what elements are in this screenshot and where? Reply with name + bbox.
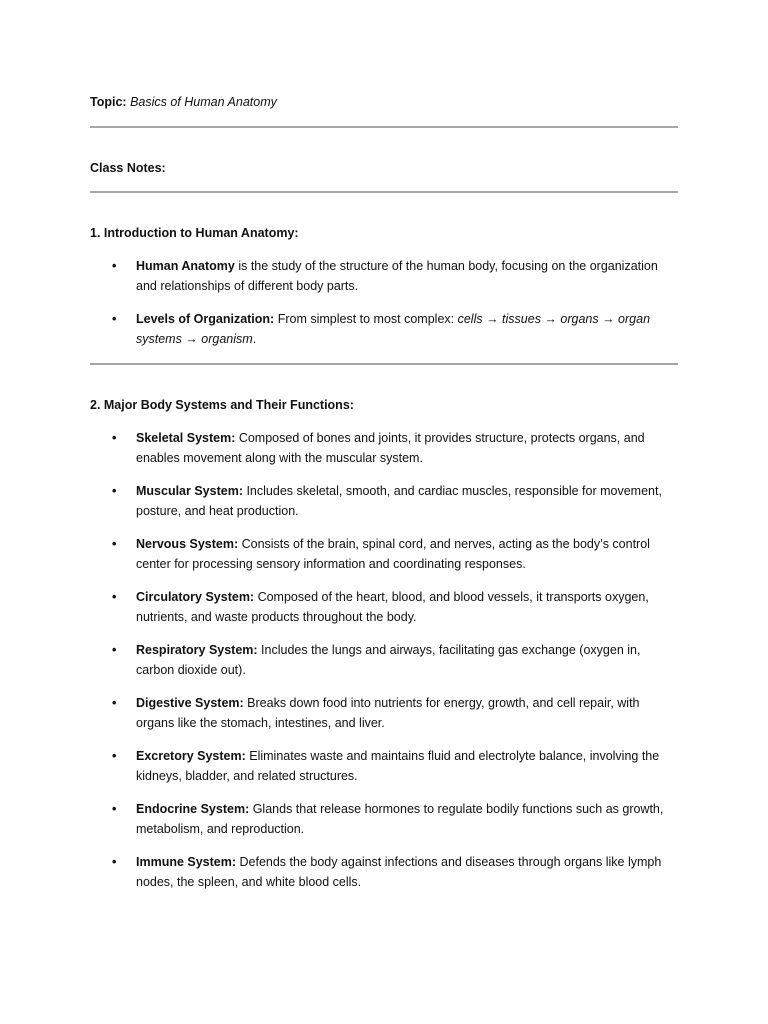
- bullet-icon: •: [112, 749, 117, 763]
- item-term: Levels of Organization:: [136, 312, 275, 326]
- section-1-list: [90, 256, 678, 362]
- item-text: Includes the lungs and airways, facilitating gas exchange (oxygen in, carbon dioxide out).: [136, 643, 641, 677]
- item-term: Excretory System:: [136, 749, 246, 763]
- bullet-icon: •: [112, 696, 117, 710]
- list-item: [90, 481, 678, 521]
- section-2-heading: 2. Major Body Systems and Their Functions:: [90, 398, 354, 412]
- item-term: Digestive System:: [136, 696, 244, 710]
- item-text: is the study of the structure of the human body, focusing on the organization and relationships of different body parts.: [136, 259, 658, 293]
- item-tail: .: [252, 332, 257, 346]
- item-term: Endocrine System:: [136, 802, 250, 816]
- item-text: From simplest to most complex:: [274, 312, 458, 326]
- section-1-heading: 1. Introduction to Human Anatomy:: [90, 226, 299, 240]
- list-item: [90, 746, 678, 786]
- divider: [90, 191, 678, 193]
- item-term: Skeletal System:: [136, 431, 236, 445]
- section-2-list: [90, 428, 678, 905]
- item-text: Composed of bones and joints, it provides structure, protects organs, and enables movement along with the muscular system.: [136, 431, 645, 465]
- list-item: [90, 799, 678, 839]
- divider: [90, 363, 678, 365]
- list-item: [90, 428, 678, 468]
- class-notes-heading: Class Notes:: [90, 161, 166, 175]
- topic-line: [90, 92, 277, 112]
- item-term: Human Anatomy: [136, 259, 235, 273]
- item-text: Breaks down food into nutrients for energy, growth, and cell repair, with organs like the stomach, intestines, and liver.: [136, 696, 640, 730]
- list-item: [90, 587, 678, 627]
- item-text: Eliminates waste and maintains fluid and electrolyte balance, involving the kidneys, bladder, and related structures.: [136, 749, 660, 783]
- bullet-icon: •: [112, 802, 117, 816]
- bullet-icon: •: [112, 431, 117, 445]
- list-item: [90, 534, 678, 574]
- bullet-icon: •: [112, 590, 117, 604]
- list-item: [90, 640, 678, 680]
- item-text: Composed of the heart, blood, and blood vessels, it transports oxygen, nutrients, and waste products throughout the body.: [136, 590, 649, 624]
- item-text: Glands that release hormones to regulate bodily functions such as growth, metabolism, and reproduction.: [136, 802, 664, 836]
- bullet-icon: •: [112, 484, 117, 498]
- item-term: Muscular System:: [136, 484, 243, 498]
- item-italic-text: cells → tissues → organs → organ systems → organism: [136, 312, 651, 346]
- bullet-icon: •: [112, 537, 117, 551]
- list-item: [90, 256, 678, 296]
- list-item: [90, 852, 678, 892]
- item-term: Respiratory System:: [136, 643, 258, 657]
- item-text: Includes skeletal, smooth, and cardiac muscles, responsible for movement, posture, and heat production.: [136, 484, 662, 518]
- item-text: Consists of the brain, spinal cord, and nerves, acting as the body’s control center for processing sensory information and coordinating responses.: [136, 537, 650, 571]
- item-term: Nervous System:: [136, 537, 239, 551]
- item-term: Circulatory System:: [136, 590, 255, 604]
- divider: [90, 126, 678, 128]
- bullet-icon: •: [112, 643, 117, 657]
- item-text: Defends the body against infections and diseases through organs like lymph nodes, the spleen, and white blood cells.: [136, 855, 662, 889]
- bullet-icon: •: [112, 259, 117, 273]
- bullet-icon: •: [112, 855, 117, 869]
- list-item: [90, 693, 678, 733]
- topic-value: Basics of Human Anatomy: [130, 95, 277, 109]
- bullet-icon: •: [112, 312, 117, 326]
- topic-label: Topic:: [90, 95, 127, 109]
- list-item: [90, 309, 678, 349]
- item-term: Immune System:: [136, 855, 237, 869]
